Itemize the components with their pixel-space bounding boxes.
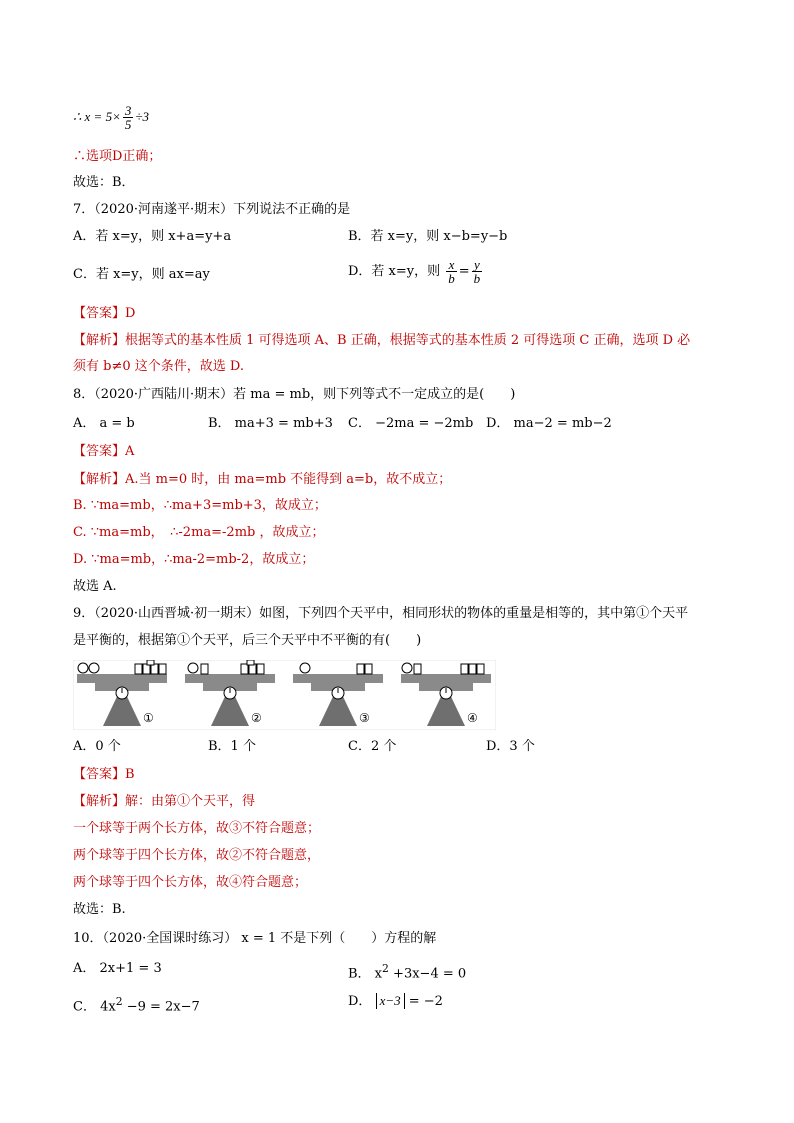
scale-label-1: ①	[143, 711, 154, 725]
q10-stem: 10．（2020·全国课时练习） x = 1 不是下列（ ）方程的解	[73, 931, 437, 946]
q7-explanation-1: 【解析】根据等式的基本性质 1 可得选项 A、B 正确，根据等式的基本性质 2 可得选项 C 正确，选项 D 必	[73, 333, 691, 348]
solution-line-1	[73, 104, 149, 131]
q8-stem: 8．（2020·广西陆川·期末）若 ma = mb，则下列等式不一定成立的是( )	[73, 387, 516, 402]
q9-option-c: C．2 个	[348, 739, 397, 754]
q10-option-d: D． x−3 = −2	[348, 993, 443, 1009]
q10-option-c: C． $4x^2 -9 = 2x-7$	[73, 995, 200, 1015]
q8-option-d: D． ma−2 = mb−2	[486, 416, 612, 431]
q7-answer: 【答案】D	[73, 306, 136, 321]
q9-explanation-1: 【解析】解：由第①个天平，得	[73, 794, 256, 809]
q8-option-c: C． −2ma = −2mb	[348, 416, 474, 431]
q9-conclusion: 故选：B.	[73, 902, 126, 917]
scale-label-3: ③	[359, 711, 370, 725]
q8-explanation-1: 【解析】A.当 m=0 时，由 ma=mb 不能得到 a=b，故不成立；	[73, 472, 452, 487]
math-text: ∴ x = 5×	[73, 109, 121, 124]
q7-option-a: A．若 x=y，则 x+a=y+a	[73, 229, 232, 244]
q8-explanation-3: C. ∵ma=mb， ∴-2ma=-2mb ，故成立；	[73, 525, 325, 540]
q7-option-c: C．若 x=y，则 ax=ay	[73, 267, 210, 282]
q9-answer: 【答案】B	[73, 767, 135, 782]
q8-explanation-2: B. ∵ma=mb，∴ma+3=mb+3，故成立；	[73, 498, 327, 513]
q7-explanation-2: 须有 b≠0 这个条件，故选 D.	[73, 359, 244, 374]
balance-scales-figure	[73, 660, 496, 730]
q8-explanation-4: D. ∵ma=mb，∴ma-2=mb-2，故成立；	[73, 552, 315, 567]
solution-line-2: ∴选项D正确；	[73, 149, 162, 164]
fraction-y-b: $\frac{y}{b}$	[473, 257, 481, 286]
scale-label-4: ④	[467, 711, 478, 725]
fraction-x-b: $\frac{x}{b}$	[448, 257, 455, 286]
q8-option-b: B． ma+3 = mb+3	[208, 416, 333, 431]
q7-stem: 7．（2020·河南遂平·期末）下列说法不正确的是	[73, 202, 351, 217]
q10-option-a: A． 2x+1 = 3	[73, 961, 162, 976]
q9-option-d: D．3 个	[486, 739, 535, 754]
q9-option-b: B．1 个	[208, 739, 256, 754]
q9-explanation-2: 一个球等于两个长方体，故③不符合题意；	[73, 821, 321, 836]
q10-option-b: B． $x^2 +3x-4 = 0$	[348, 962, 467, 982]
q7-option-b: B．若 x=y，则 x−b=y−b	[348, 229, 508, 244]
absolute-value: x−3	[376, 993, 405, 1009]
q8-option-a: A． a = b	[73, 416, 135, 431]
q9-explanation-3: 两个球等于四个长方体，故②不符合题意，	[73, 848, 321, 863]
q8-answer: 【答案】A	[73, 444, 135, 459]
q7-option-d: D．若 x=y，则 $\frac{x}{b}$ = $\frac{y}{b}$	[348, 257, 481, 286]
q9-option-a: A．0 个	[73, 739, 121, 754]
fraction-3-5: $\frac{3}{5}$	[124, 103, 132, 132]
q8-conclusion: 故选 A.	[73, 579, 117, 594]
q9-stem-line-2: 是平衡的，根据第①个天平，后三个天平中不平衡的有( )	[73, 633, 422, 648]
math-text: ÷3	[135, 109, 149, 124]
solution-line-3: 故选：B．	[73, 175, 135, 190]
q9-explanation-4: 两个球等于四个长方体，故④符合题意；	[73, 875, 308, 890]
q9-stem-line-1: 9．（2020·山西晋城·初一期末）如图，下列四个天平中，相同形状的物体的重量是相等的，其中第①个天平	[73, 606, 689, 621]
scale-label-2: ②	[251, 711, 262, 725]
